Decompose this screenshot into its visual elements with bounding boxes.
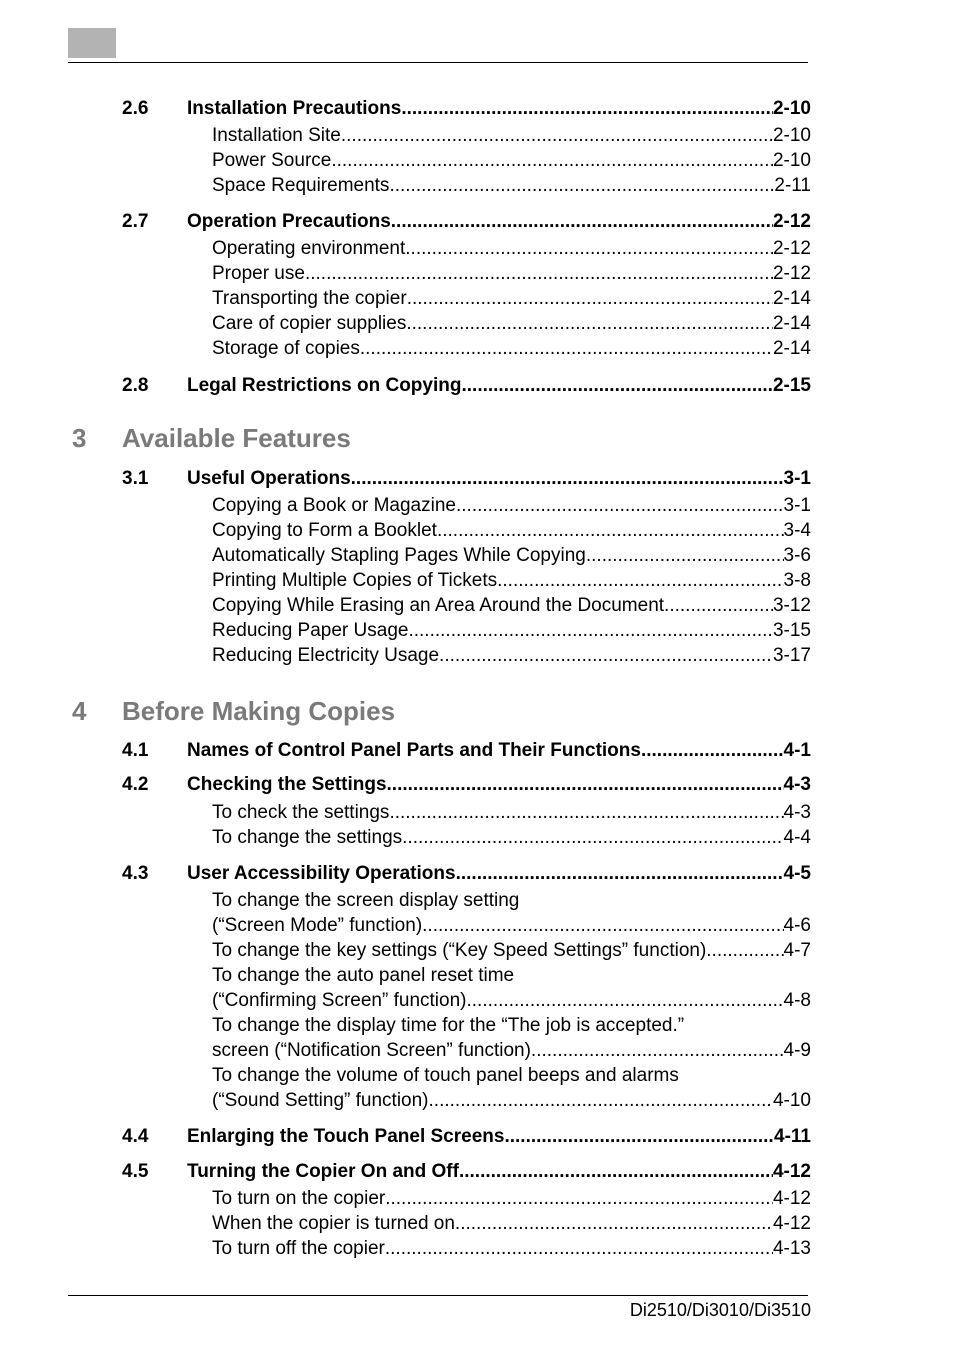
page-number: 4-5	[783, 863, 811, 884]
toc-item[interactable]	[0, 594, 954, 618]
toc-section-4-1[interactable]	[0, 739, 954, 763]
page-number: 4-13	[772, 1238, 811, 1259]
item-title: Storage of copies	[212, 338, 360, 359]
page-number: 2-14	[772, 288, 811, 309]
dot-leader	[706, 939, 783, 963]
item-title: (“Sound Setting” function)	[212, 1090, 429, 1111]
toc-item[interactable]	[0, 826, 954, 850]
section-number: 4.1	[122, 740, 149, 761]
toc-item[interactable]	[0, 801, 954, 825]
page-number: 2-14	[772, 313, 811, 334]
section-title: Enlarging the Touch Panel Screens	[187, 1126, 505, 1147]
dot-leader	[391, 210, 773, 234]
item-title: Operating environment	[212, 238, 406, 259]
page-number: 2-12	[772, 211, 811, 232]
section-number: 3.1	[122, 468, 149, 489]
dot-leader	[385, 1237, 773, 1261]
chapter-title: Before Making Copies	[122, 696, 396, 726]
dot-leader	[461, 374, 772, 398]
toc-section-4-5[interactable]	[0, 1160, 954, 1184]
section-number: 4.4	[122, 1126, 149, 1147]
dot-leader	[401, 97, 773, 121]
page-number: 2-10	[772, 98, 811, 119]
dot-leader	[497, 569, 783, 593]
dot-leader	[439, 644, 773, 668]
toc-item[interactable]	[0, 174, 954, 198]
item-title-line: To change the volume of touch panel beeps and alarms	[212, 1065, 679, 1086]
page-number: 4-4	[783, 827, 811, 848]
item-title: Transporting the copier	[212, 288, 407, 309]
page-number: 2-10	[772, 125, 811, 146]
item-title: To change the key settings (“Key Speed Settings” function)	[212, 940, 707, 961]
dot-leader	[385, 1187, 773, 1211]
toc-item[interactable]	[0, 1089, 954, 1113]
item-title: Copying While Erasing an Area Around the Document	[212, 595, 665, 616]
section-title: User Accessibility Operations	[187, 863, 456, 884]
chapter-heading-4[interactable]	[0, 694, 954, 728]
item-title: Copying to Form a Booklet	[212, 520, 437, 541]
dot-leader	[405, 237, 773, 261]
item-title: Automatically Stapling Pages While Copying	[212, 545, 586, 566]
item-title: (“Confirming Screen” function)	[212, 990, 467, 1011]
toc-item[interactable]	[0, 1039, 954, 1063]
page-number: 2-10	[772, 150, 811, 171]
dot-leader	[331, 149, 773, 173]
dot-leader	[402, 826, 783, 850]
page-number: 3-8	[783, 570, 811, 591]
section-number: 4.3	[122, 863, 149, 884]
toc-item[interactable]	[0, 619, 954, 643]
page-number: 4-7	[783, 940, 811, 961]
toc-section-2-7[interactable]	[0, 210, 954, 234]
dot-leader	[429, 1089, 773, 1113]
section-title: Useful Operations	[187, 468, 351, 489]
toc-item-first-line[interactable]	[0, 964, 954, 988]
footer-divider	[68, 1295, 808, 1296]
toc-item[interactable]	[0, 569, 954, 593]
chapter-heading-3[interactable]	[0, 421, 954, 455]
item-title-line: To change the display time for the “The job is accepted.”	[212, 1015, 685, 1036]
item-title: Care of copier supplies	[212, 313, 407, 334]
toc-item[interactable]	[0, 544, 954, 568]
chapter-number: 3	[72, 423, 87, 453]
section-number: 2.7	[122, 211, 149, 232]
dot-leader	[407, 287, 773, 311]
page-number: 4-6	[783, 915, 811, 936]
section-title: Operation Precautions	[187, 211, 391, 232]
dot-leader	[422, 914, 783, 938]
item-title: Installation Site	[212, 125, 341, 146]
item-title: Space Requirements	[212, 175, 390, 196]
page-number: 4-8	[783, 990, 811, 1011]
item-title: To turn off the copier	[212, 1238, 385, 1259]
item-title: screen (“Notification Screen” function)	[212, 1040, 531, 1061]
item-title: Proper use	[212, 263, 305, 284]
toc-section-2-8[interactable]	[0, 374, 954, 398]
toc-section-4-2[interactable]	[0, 773, 954, 797]
dot-leader	[531, 1039, 784, 1063]
item-title: To check the settings	[212, 802, 390, 823]
page-number: 3-4	[783, 520, 811, 541]
page-number: 4-10	[772, 1090, 811, 1111]
page-number: 3-1	[783, 495, 811, 516]
footer-model-name: Di2510/Di3010/Di3510	[629, 1300, 811, 1320]
dot-leader	[406, 312, 773, 336]
dot-leader	[455, 1212, 773, 1236]
section-number: 4.2	[122, 774, 149, 795]
page-number: 4-11	[774, 1126, 811, 1147]
toc-item[interactable]	[0, 939, 954, 963]
dot-leader	[351, 467, 784, 491]
page-number: 3-15	[772, 620, 811, 641]
toc-item[interactable]	[0, 1212, 954, 1236]
dot-leader	[387, 773, 784, 797]
item-title: Reducing Paper Usage	[212, 620, 409, 641]
toc-item[interactable]	[0, 1187, 954, 1211]
toc-item[interactable]	[0, 287, 954, 311]
toc-item[interactable]	[0, 914, 954, 938]
section-title: Installation Precautions	[187, 98, 402, 119]
item-title: To turn on the copier	[212, 1188, 386, 1209]
dot-leader	[437, 519, 784, 543]
chapter-title: Available Features	[122, 423, 351, 453]
item-title: Copying a Book or Magazine	[212, 495, 456, 516]
item-title: Printing Multiple Copies of Tickets	[212, 570, 498, 591]
page-number: 4-3	[783, 802, 811, 823]
page-number: 4-9	[783, 1040, 811, 1061]
section-number: 2.8	[122, 375, 149, 396]
dot-leader	[641, 739, 784, 763]
toc-item[interactable]	[0, 989, 954, 1013]
item-title-line: To change the auto panel reset time	[212, 965, 515, 986]
dot-leader	[664, 594, 773, 618]
dot-leader	[408, 619, 773, 643]
toc-item[interactable]	[0, 1237, 954, 1261]
page-number: 4-12	[772, 1161, 811, 1182]
toc-item[interactable]	[0, 237, 954, 261]
item-title: Power Source	[212, 150, 332, 171]
header-divider	[68, 62, 808, 63]
page-number: 2-15	[772, 375, 811, 396]
page-number: 2-12	[772, 263, 811, 284]
item-title: Reducing Electricity Usage	[212, 645, 440, 666]
toc-item-first-line[interactable]	[0, 1014, 954, 1038]
page-number: 4-3	[783, 774, 811, 795]
toc-item[interactable]	[0, 124, 954, 148]
section-title: Turning the Copier On and Off	[187, 1161, 459, 1182]
dot-leader	[389, 174, 774, 198]
item-title: When the copier is turned on	[212, 1213, 455, 1234]
page-number: 2-12	[772, 238, 811, 259]
section-title: Legal Restrictions on Copying	[187, 375, 462, 396]
dot-leader	[459, 1160, 773, 1184]
dot-leader	[504, 1125, 774, 1149]
toc-item[interactable]	[0, 519, 954, 543]
page-number: 4-12	[772, 1188, 811, 1209]
page-number: 4-1	[783, 740, 811, 761]
page-number: 2-14	[772, 338, 811, 359]
page-number: 3-1	[783, 468, 811, 489]
item-title: (“Screen Mode” function)	[212, 915, 423, 936]
page-number: 3-12	[772, 595, 811, 616]
dot-leader	[389, 801, 783, 825]
toc-section-2-6[interactable]	[0, 97, 954, 121]
item-title-line: To change the screen display setting	[212, 890, 520, 911]
toc-item[interactable]	[0, 262, 954, 286]
page-number: 3-6	[783, 545, 811, 566]
section-number: 4.5	[122, 1161, 149, 1182]
dot-leader	[341, 124, 773, 148]
section-title: Checking the Settings	[187, 774, 387, 795]
section-number: 2.6	[122, 98, 149, 119]
toc-item[interactable]	[0, 337, 954, 361]
dot-leader	[305, 262, 773, 286]
toc-item-first-line[interactable]	[0, 1064, 954, 1088]
page-number: 2-11	[774, 175, 811, 196]
dot-leader	[456, 862, 784, 886]
toc-item[interactable]	[0, 312, 954, 336]
dot-leader	[456, 494, 784, 518]
toc-section-4-4[interactable]	[0, 1125, 954, 1149]
dot-leader	[360, 337, 773, 361]
header-tab-marker	[68, 28, 116, 58]
toc-item-first-line[interactable]	[0, 889, 954, 913]
toc-section-4-3[interactable]	[0, 862, 954, 886]
toc-item[interactable]	[0, 149, 954, 173]
toc-item[interactable]	[0, 644, 954, 668]
toc-section-3-1[interactable]	[0, 467, 954, 491]
dot-leader	[586, 544, 784, 568]
chapter-number: 4	[72, 696, 87, 726]
toc-item[interactable]	[0, 494, 954, 518]
section-title: Names of Control Panel Parts and Their Functions	[187, 740, 641, 761]
dot-leader	[466, 989, 783, 1013]
page-number: 3-17	[772, 645, 811, 666]
item-title: To change the settings	[212, 827, 403, 848]
page-number: 4-12	[772, 1213, 811, 1234]
